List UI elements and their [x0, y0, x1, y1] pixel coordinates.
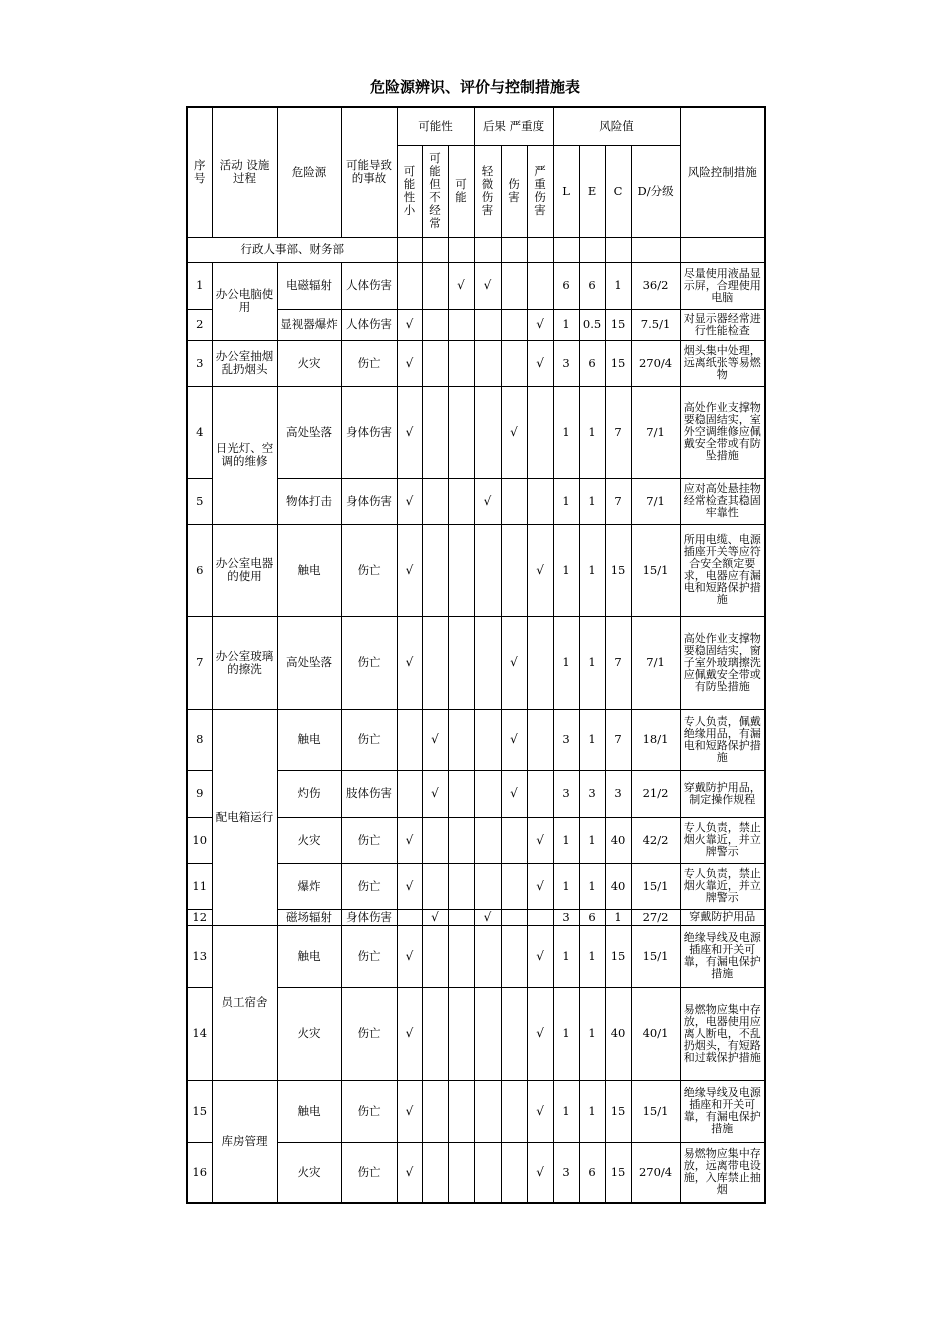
activity-cell: 日光灯、空调的维修	[212, 386, 277, 524]
header-risk-d: D/分级	[631, 145, 680, 237]
severity-check-1	[501, 817, 527, 863]
severity-check-2: √	[527, 1142, 553, 1203]
accident-cell: 伤亡	[341, 1142, 397, 1203]
table-row	[187, 925, 765, 987]
severity-check-2	[527, 709, 553, 770]
possibility-check-0: √	[397, 863, 422, 909]
severity-check-2: √	[527, 987, 553, 1080]
control-measure: 应对高处悬挂物经常检查其稳固牢靠性	[680, 478, 765, 524]
header-hazard: 危险源	[277, 107, 341, 237]
possibility-check-1: √	[422, 909, 448, 925]
activity-cell: 库房管理	[212, 1080, 277, 1203]
possibility-check-0: √	[397, 386, 422, 478]
risk-c-value: 40	[605, 987, 631, 1080]
risk-l-value: 3	[553, 709, 579, 770]
row-number: 4	[187, 386, 212, 478]
header-possibility-likely: 可能	[448, 145, 474, 237]
severity-check-0	[474, 1080, 501, 1142]
risk-e-value: 1	[579, 987, 605, 1080]
severity-check-1: √	[501, 770, 527, 817]
risk-d-grade: 36/2	[631, 262, 680, 309]
severity-check-2: √	[527, 925, 553, 987]
header-accident: 可能导致的事故	[341, 107, 397, 237]
header-severity-serious: 严重伤害	[527, 145, 553, 237]
hazard-cell: 触电	[277, 925, 341, 987]
control-measure: 穿戴防护用品，制定操作规程	[680, 770, 765, 817]
risk-c-value: 15	[605, 340, 631, 386]
severity-check-2: √	[527, 309, 553, 340]
severity-check-2: √	[527, 863, 553, 909]
possibility-check-2	[448, 386, 474, 478]
risk-l-value: 1	[553, 616, 579, 709]
hazard-cell: 高处坠落	[277, 386, 341, 478]
row-number: 16	[187, 1142, 212, 1203]
row-number: 6	[187, 524, 212, 616]
possibility-check-2	[448, 524, 474, 616]
risk-c-value: 15	[605, 524, 631, 616]
control-measure: 绝缘导线及电源插座和开关可靠，有漏电保护措施	[680, 1080, 765, 1142]
possibility-check-1	[422, 386, 448, 478]
accident-cell: 身体伤害	[341, 909, 397, 925]
severity-check-2	[527, 616, 553, 709]
risk-l-value: 6	[553, 262, 579, 309]
risk-d-grade: 7/1	[631, 616, 680, 709]
risk-d-grade: 27/2	[631, 909, 680, 925]
control-measure: 易燃物应集中存放，远离带电设施，入库禁止抽烟	[680, 1142, 765, 1203]
risk-d-grade: 42/2	[631, 817, 680, 863]
severity-check-2	[527, 478, 553, 524]
row-number: 2	[187, 309, 212, 340]
possibility-check-1: √	[422, 709, 448, 770]
severity-check-1	[501, 909, 527, 925]
risk-d-grade: 18/1	[631, 709, 680, 770]
row-number: 12	[187, 909, 212, 925]
table-row	[187, 340, 765, 386]
risk-d-grade: 15/1	[631, 1080, 680, 1142]
risk-c-value: 1	[605, 909, 631, 925]
table-row	[187, 616, 765, 709]
row-number: 1	[187, 262, 212, 309]
risk-d-grade: 270/4	[631, 1142, 680, 1203]
risk-d-grade: 7.5/1	[631, 309, 680, 340]
risk-l-value: 1	[553, 1080, 579, 1142]
risk-c-value: 7	[605, 386, 631, 478]
severity-check-0	[474, 863, 501, 909]
table-row	[187, 1080, 765, 1142]
control-measure: 易燃物应集中存放，电器使用应离人断电，不乱扔烟头，有短路和过载保护措施	[680, 987, 765, 1080]
hazard-cell: 爆炸	[277, 863, 341, 909]
risk-e-value: 1	[579, 386, 605, 478]
hazard-cell: 磁场辐射	[277, 909, 341, 925]
control-measure: 绝缘导线及电源插座和开关可靠，有漏电保护措施	[680, 925, 765, 987]
risk-e-value: 1	[579, 478, 605, 524]
row-number: 15	[187, 1080, 212, 1142]
possibility-check-1	[422, 925, 448, 987]
accident-cell: 伤亡	[341, 1080, 397, 1142]
activity-cell: 配电箱运行	[212, 709, 277, 925]
severity-check-1	[501, 863, 527, 909]
possibility-check-1	[422, 309, 448, 340]
severity-check-0: √	[474, 478, 501, 524]
severity-check-0	[474, 340, 501, 386]
header-risk-c: C	[605, 145, 631, 237]
control-measure: 对显示器经常进行性能检查	[680, 309, 765, 340]
severity-check-1	[501, 1142, 527, 1203]
possibility-check-2	[448, 770, 474, 817]
severity-check-0	[474, 616, 501, 709]
severity-check-0	[474, 925, 501, 987]
activity-cell: 办公室电器的使用	[212, 524, 277, 616]
possibility-check-0: √	[397, 987, 422, 1080]
row-number: 11	[187, 863, 212, 909]
risk-l-value: 1	[553, 925, 579, 987]
control-measure: 专人负责，禁止烟火靠近，并立牌警示	[680, 863, 765, 909]
table-row	[187, 386, 765, 478]
section-row	[187, 237, 765, 262]
risk-e-value: 1	[579, 925, 605, 987]
possibility-check-1	[422, 863, 448, 909]
possibility-check-2	[448, 925, 474, 987]
control-measure: 穿戴防护用品	[680, 909, 765, 925]
risk-e-value: 6	[579, 262, 605, 309]
severity-check-2	[527, 770, 553, 817]
hazard-cell: 火灾	[277, 1142, 341, 1203]
possibility-check-0: √	[397, 817, 422, 863]
risk-l-value: 1	[553, 386, 579, 478]
possibility-check-0: √	[397, 478, 422, 524]
risk-e-value: 1	[579, 524, 605, 616]
header-risk-e: E	[579, 145, 605, 237]
possibility-check-2	[448, 909, 474, 925]
risk-c-value: 15	[605, 1080, 631, 1142]
possibility-check-0: √	[397, 309, 422, 340]
severity-check-1	[501, 524, 527, 616]
table-row	[187, 524, 765, 616]
severity-check-2	[527, 909, 553, 925]
risk-c-value: 40	[605, 863, 631, 909]
risk-l-value: 3	[553, 909, 579, 925]
risk-e-value: 1	[579, 817, 605, 863]
risk-d-grade: 15/1	[631, 863, 680, 909]
activity-cell: 办公室抽烟乱扔烟头	[212, 340, 277, 386]
hazard-cell: 触电	[277, 1080, 341, 1142]
accident-cell: 伤亡	[341, 616, 397, 709]
risk-e-value: 6	[579, 909, 605, 925]
severity-check-1	[501, 340, 527, 386]
possibility-check-0: √	[397, 1080, 422, 1142]
hazard-cell: 显视器爆炸	[277, 309, 341, 340]
accident-cell: 人体伤害	[341, 262, 397, 309]
risk-l-value: 1	[553, 863, 579, 909]
severity-check-2	[527, 262, 553, 309]
accident-cell: 人体伤害	[341, 309, 397, 340]
risk-d-grade: 7/1	[631, 478, 680, 524]
risk-d-grade: 270/4	[631, 340, 680, 386]
risk-c-value: 15	[605, 925, 631, 987]
possibility-check-1	[422, 1080, 448, 1142]
accident-cell: 伤亡	[341, 925, 397, 987]
hazard-cell: 触电	[277, 524, 341, 616]
control-measure: 尽量使用液晶显示屏，合理使用电脑	[680, 262, 765, 309]
severity-check-1	[501, 309, 527, 340]
possibility-check-1	[422, 524, 448, 616]
possibility-check-2	[448, 817, 474, 863]
activity-cell: 办公室玻璃的擦洗	[212, 616, 277, 709]
possibility-check-1	[422, 987, 448, 1080]
control-measure: 烟头集中处理，远离纸张等易燃物	[680, 340, 765, 386]
header-possibility-low: 可能性小	[397, 145, 422, 237]
possibility-check-2	[448, 987, 474, 1080]
severity-check-0	[474, 770, 501, 817]
severity-check-0	[474, 524, 501, 616]
severity-check-0	[474, 709, 501, 770]
risk-c-value: 7	[605, 478, 631, 524]
severity-check-0	[474, 309, 501, 340]
accident-cell: 伤亡	[341, 863, 397, 909]
risk-l-value: 1	[553, 524, 579, 616]
row-number: 3	[187, 340, 212, 386]
risk-e-value: 6	[579, 1142, 605, 1203]
control-measure: 高处作业支撑物要稳固结实，窗子室外玻璃擦洗应佩戴安全带或有防坠措施	[680, 616, 765, 709]
possibility-check-1	[422, 616, 448, 709]
severity-check-1	[501, 925, 527, 987]
severity-check-2	[527, 386, 553, 478]
hazard-cell: 电磁辐射	[277, 262, 341, 309]
severity-check-1	[501, 262, 527, 309]
risk-d-grade: 15/1	[631, 524, 680, 616]
header-possibility-occasional: 可能但不经常	[422, 145, 448, 237]
risk-e-value: 3	[579, 770, 605, 817]
row-number: 13	[187, 925, 212, 987]
activity-cell: 员工宿舍	[212, 925, 277, 1080]
possibility-check-2	[448, 340, 474, 386]
severity-check-2: √	[527, 524, 553, 616]
possibility-check-0: √	[397, 616, 422, 709]
row-number: 8	[187, 709, 212, 770]
hazard-cell: 火灾	[277, 340, 341, 386]
table-row	[187, 709, 765, 770]
risk-e-value: 1	[579, 616, 605, 709]
risk-c-value: 40	[605, 817, 631, 863]
possibility-check-0	[397, 709, 422, 770]
risk-c-value: 7	[605, 616, 631, 709]
row-number: 9	[187, 770, 212, 817]
header-risk-l: L	[553, 145, 579, 237]
section-label: 行政人事部、财务部	[187, 237, 397, 262]
possibility-check-2	[448, 1142, 474, 1203]
hazard-cell: 灼伤	[277, 770, 341, 817]
risk-d-grade: 7/1	[631, 386, 680, 478]
risk-c-value: 3	[605, 770, 631, 817]
hazard-cell: 物体打击	[277, 478, 341, 524]
possibility-check-0: √	[397, 1142, 422, 1203]
possibility-check-0	[397, 770, 422, 817]
risk-l-value: 3	[553, 770, 579, 817]
risk-l-value: 1	[553, 817, 579, 863]
risk-l-value: 1	[553, 309, 579, 340]
possibility-check-2	[448, 709, 474, 770]
possibility-check-2	[448, 1080, 474, 1142]
accident-cell: 伤亡	[341, 709, 397, 770]
risk-l-value: 3	[553, 1142, 579, 1203]
header-possibility: 可能性	[397, 107, 474, 145]
severity-check-1	[501, 478, 527, 524]
accident-cell: 伤亡	[341, 817, 397, 863]
control-measure: 高处作业支撑物要稳固结实，室外空调维修应佩戴安全带或有防坠措施	[680, 386, 765, 478]
possibility-check-1	[422, 817, 448, 863]
possibility-check-2	[448, 616, 474, 709]
risk-l-value: 1	[553, 478, 579, 524]
risk-e-value: 1	[579, 1080, 605, 1142]
risk-e-value: 1	[579, 863, 605, 909]
severity-check-2: √	[527, 1080, 553, 1142]
possibility-check-2: √	[448, 262, 474, 309]
severity-check-0	[474, 386, 501, 478]
possibility-check-1	[422, 340, 448, 386]
control-measure: 专人负责，禁止烟火靠近，并立牌警示	[680, 817, 765, 863]
control-measure: 专人负责，佩戴绝缘用品，有漏电和短路保护措施	[680, 709, 765, 770]
header-row-1	[187, 107, 765, 145]
possibility-check-1	[422, 262, 448, 309]
header-control: 风险控制措施	[680, 107, 765, 237]
risk-e-value: 6	[579, 340, 605, 386]
control-measure: 所用电缆、电源插座开关等应符合安全额定要求，电器应有漏电和短路保护措施	[680, 524, 765, 616]
risk-d-grade: 21/2	[631, 770, 680, 817]
risk-c-value: 15	[605, 309, 631, 340]
accident-cell: 伤亡	[341, 340, 397, 386]
risk-e-value: 0.5	[579, 309, 605, 340]
severity-check-1: √	[501, 616, 527, 709]
possibility-check-0: √	[397, 524, 422, 616]
header-activity: 活动 设施 过程	[212, 107, 277, 237]
severity-check-1	[501, 1080, 527, 1142]
severity-check-1: √	[501, 386, 527, 478]
possibility-check-1	[422, 1142, 448, 1203]
accident-cell: 身体伤害	[341, 386, 397, 478]
possibility-check-1	[422, 478, 448, 524]
possibility-check-2	[448, 478, 474, 524]
possibility-check-2	[448, 309, 474, 340]
page-title: 危险源辨识、评价与控制措施表	[369, 78, 580, 96]
header-severity-minor: 轻微伤害	[474, 145, 501, 237]
row-number: 7	[187, 616, 212, 709]
header-severity: 后果 严重度	[474, 107, 553, 145]
accident-cell: 身体伤害	[341, 478, 397, 524]
header-severity-injury: 伤害	[501, 145, 527, 237]
header-seq: 序号	[187, 107, 212, 237]
row-number: 10	[187, 817, 212, 863]
hazard-cell: 火灾	[277, 987, 341, 1080]
risk-e-value: 1	[579, 709, 605, 770]
possibility-check-1: √	[422, 770, 448, 817]
severity-check-1: √	[501, 709, 527, 770]
severity-check-0	[474, 817, 501, 863]
accident-cell: 伤亡	[341, 524, 397, 616]
severity-check-2: √	[527, 817, 553, 863]
risk-d-grade: 15/1	[631, 925, 680, 987]
severity-check-0: √	[474, 262, 501, 309]
possibility-check-0: √	[397, 340, 422, 386]
risk-l-value: 3	[553, 340, 579, 386]
risk-l-value: 1	[553, 987, 579, 1080]
possibility-check-0	[397, 262, 422, 309]
risk-c-value: 1	[605, 262, 631, 309]
possibility-check-0	[397, 909, 422, 925]
accident-cell: 肢体伤害	[341, 770, 397, 817]
severity-check-0: √	[474, 909, 501, 925]
accident-cell: 伤亡	[341, 987, 397, 1080]
activity-cell: 办公电脑使用	[212, 262, 277, 340]
header-risk: 风险值	[553, 107, 680, 145]
risk-c-value: 15	[605, 1142, 631, 1203]
severity-check-2: √	[527, 340, 553, 386]
severity-check-1	[501, 987, 527, 1080]
severity-check-0	[474, 1142, 501, 1203]
possibility-check-0: √	[397, 925, 422, 987]
hazard-cell: 触电	[277, 709, 341, 770]
row-number: 5	[187, 478, 212, 524]
hazard-cell: 火灾	[277, 817, 341, 863]
row-number: 14	[187, 987, 212, 1080]
hazard-cell: 高处坠落	[277, 616, 341, 709]
risk-d-grade: 40/1	[631, 987, 680, 1080]
possibility-check-2	[448, 863, 474, 909]
severity-check-0	[474, 987, 501, 1080]
hazard-table	[186, 106, 766, 1204]
table-row	[187, 262, 765, 309]
risk-c-value: 7	[605, 709, 631, 770]
